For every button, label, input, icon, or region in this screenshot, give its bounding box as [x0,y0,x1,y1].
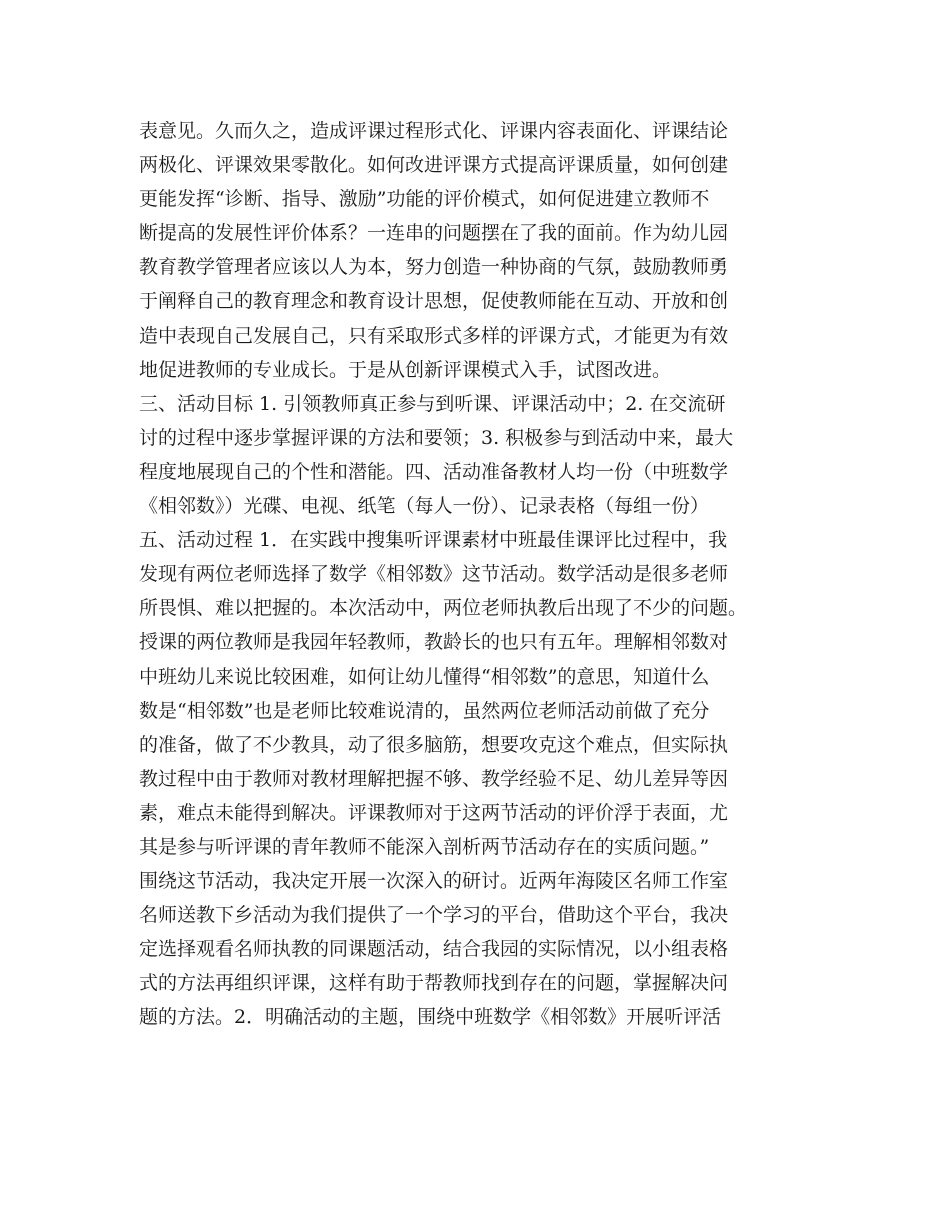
text-line: 素，难点未能得到解决。评课教师对于这两节活动的评价浮于表面，尤 [139,801,729,824]
text-line: 围绕这节活动，我决定开展一次深入的研讨。近两年海陵区名师工作室 [139,870,729,893]
text-line: 定选择观看名师执教的同课题活动，结合我园的实际情况，以小组表格 [139,938,729,961]
text-line: 程度地展现自己的个性和潜能。四、活动准备教材人均一份（中班数学 [139,460,729,483]
text-line: 名师送教下乡活动为我们提供了一个学习的平台，借助这个平台，我决 [139,904,729,927]
text-line: 地促进教师的专业成长。于是从创新评课模式入手，试图改进。 [139,358,672,381]
text-line: 两极化、评课效果零散化。如何改进评课方式提高评课质量，如何创建 [139,154,729,177]
text-line: 造中表现自己发展自己，只有采取形式多样的评课方式，才能更为有效 [139,324,729,347]
text-line: 《相邻数》）光碟、电视、纸笔（每人一份）、记录表格（每组一份） [139,495,710,518]
text-line: 题的方法。2．明确活动的主题，围绕中班数学《相邻数》开展听评活 [139,1006,722,1029]
text-line: 更能发挥“诊断、指导、激励”功能的评价模式，如何促进建立教师不 [139,188,710,211]
text-line: 教过程中由于教师对教材理解把握不够、教学经验不足、幼儿差异等因 [139,767,729,790]
text-line: 讨的过程中逐步掌握评课的方法和要领；3. 积极参与到活动中来，最大 [139,426,734,449]
text-line: 断提高的发展性评价体系？一连串的问题摆在了我的面前。作为幼儿园 [139,222,729,245]
text-line: 于阐释自己的教育理念和教育设计思想，促使教师能在互动、开放和创 [139,290,729,313]
text-line: 的准备，做了不少教具，动了很多脑筋，想要攻克这个难点，但实际执 [139,733,729,756]
text-line: 其是参与听评课的青年教师不能深入剖析两节活动存在的实质问题。” [139,835,710,858]
text-line: 表意见。久而久之，造成评课过程形式化、评课内容表面化、评课结论 [139,120,729,142]
text-line: 授课的两位教师是我园年轻教师，教龄长的也只有五年。理解相邻数对 [139,631,729,654]
text-line: 三、活动目标 1. 引领教师真正参与到听课、评课活动中；2. 在交流研 [139,392,726,415]
text-line: 式的方法再组织评课，这样有助于帮教师找到存在的问题，掌握解决问 [139,972,729,995]
body-text [139,114,819,1035]
text-line: 五、活动过程 1．在实践中搜集听评课素材中班最佳课评比过程中，我 [139,529,728,552]
text-line: 发现有两位老师选择了数学《相邻数》这节活动。数学活动是很多老师 [139,563,729,586]
text-line: 所畏惧、难以把握的。本次活动中，两位老师执教后出现了不少的问题。 [139,597,748,620]
text-line: 教育教学管理者应该以人为本，努力创造一种协商的气氛，鼓励教师勇 [139,256,729,279]
text-line: 中班幼儿来说比较困难，如何让幼儿懂得“相邻数”的意思，知道什么 [139,665,710,688]
text-line: 数是“相邻数”也是老师比较难说清的，虽然两位老师活动前做了充分 [139,699,710,722]
